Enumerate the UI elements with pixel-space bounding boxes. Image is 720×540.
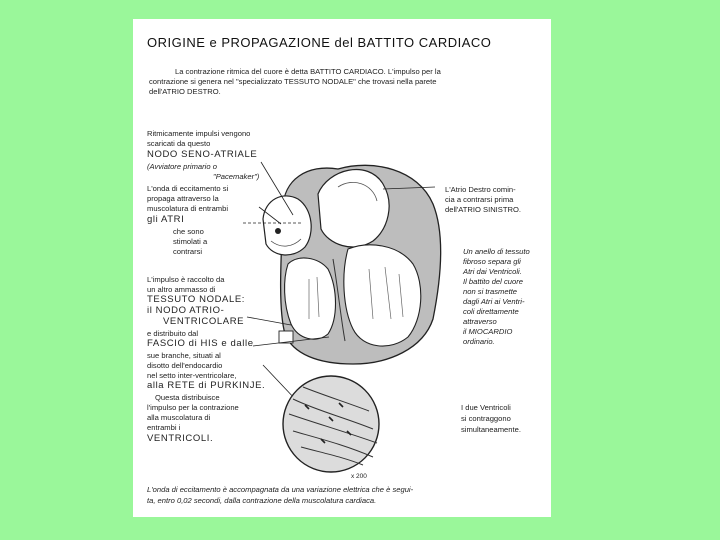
right-text-2-line-10: ordinario. bbox=[463, 337, 495, 346]
right-text-3-line-1: I due Ventricoli bbox=[461, 403, 511, 412]
left-text-2-line-2: propaga attraverso la bbox=[147, 194, 219, 203]
left-text-1-line-5: "Pacemaker") bbox=[213, 172, 260, 181]
document-sheet bbox=[133, 19, 551, 517]
left-text-1-line-4: (Avviatore primario o bbox=[147, 162, 217, 171]
left-text-3-line-8: sue branche, situati al bbox=[147, 351, 221, 360]
left-text-3-line-5: VENTRICOLARE bbox=[163, 316, 245, 327]
page-title: ORIGINE e PROPAGAZIONE del BATTITO CARDIACO bbox=[147, 35, 492, 50]
right-text-2-line-4: Il battito del cuore bbox=[463, 277, 523, 286]
left-text-1-line-2: scaricati da questo bbox=[147, 139, 211, 148]
right-text-2-line-8: attraverso bbox=[463, 317, 497, 326]
right-text-2-line-5: non si trasmette bbox=[463, 287, 518, 296]
right-text-1-line-1: L'Atrio Destro comin- bbox=[445, 185, 516, 194]
right-text-1-line-2: cia a contrarsi prima bbox=[445, 195, 514, 204]
right-ventricle bbox=[285, 258, 336, 339]
right-text-1-line-3: dell'ATRIO SINISTRO. bbox=[445, 205, 521, 214]
left-text-3-line-7: FASCIO di HIS e dalle bbox=[147, 338, 254, 349]
left-text-2-line-6: stimolati a bbox=[173, 237, 208, 246]
magnification-label: x 200 bbox=[351, 473, 367, 480]
right-text-2-line-9: il MIOCARDIO bbox=[463, 327, 513, 336]
intro-line-3: dell'ATRIO DESTRO. bbox=[149, 87, 221, 96]
left-text-2-line-1: L'onda di eccitamento si bbox=[147, 184, 229, 193]
left-text-3-line-9: disotto dell'endocardio bbox=[147, 361, 223, 370]
right-text-2-line-3: Atri dai Ventricoli. bbox=[463, 267, 522, 276]
left-text-3-line-6: e distribuito dal bbox=[147, 329, 199, 338]
left-text-3-line-4: il NODO ATRIO- bbox=[147, 305, 225, 316]
left-text-3-line-12: Questa distribuisce bbox=[155, 393, 220, 402]
sa-node-dot bbox=[275, 228, 281, 234]
footer-line-2: ta, entro 0,02 secondi, dalla contrazione della muscolatura cardiaca. bbox=[147, 496, 377, 505]
left-text-2-line-7: contrarsi bbox=[173, 247, 203, 256]
right-text-3-line-3: simultaneamente. bbox=[461, 425, 521, 434]
left-text-3-line-13: l'impulso per la contrazione bbox=[147, 403, 239, 412]
left-atrium bbox=[318, 170, 389, 247]
left-text-3-line-16: VENTRICOLI. bbox=[147, 433, 214, 444]
left-text-1-line-3: NODO SENO-ATRIALE bbox=[147, 149, 258, 160]
left-text-3-line-15: entrambi i bbox=[147, 423, 181, 432]
left-text-3-line-14: alla muscolatura di bbox=[147, 413, 211, 422]
right-text-3-line-2: si contraggono bbox=[461, 414, 511, 423]
intro-line-2: contrazione si genera nel "specializzato TESSUTO NODALE" che trovasi nella parete bbox=[149, 77, 437, 86]
left-text-2-line-4: gli ATRI bbox=[147, 214, 185, 225]
left-ventricle bbox=[344, 245, 421, 346]
footer-line-1: L'onda di eccitamento è accompagnata da una variazione elettrica che è segui- bbox=[147, 485, 414, 494]
right-text-2-line-7: coli direttamente bbox=[463, 307, 519, 316]
left-text-3-line-3: TESSUTO NODALE: bbox=[147, 294, 246, 305]
left-text-3-line-11: alla RETE di PURKINJE. bbox=[147, 380, 266, 391]
left-text-2-line-3: muscolatura di entrambi bbox=[147, 204, 229, 213]
right-text-2-line-1: Un anello di tessuto bbox=[463, 247, 530, 256]
intro-line-1: La contrazione ritmica del cuore è detta BATTITO CARDIACO. L'impulso per la bbox=[175, 67, 441, 76]
right-text-2-line-6: dagli Atri ai Ventri- bbox=[463, 297, 525, 306]
left-text-3-line-2: un altro ammasso di bbox=[147, 285, 216, 294]
left-text-3-line-10: nel setto inter-ventricolare, bbox=[147, 371, 237, 380]
right-text-2-line-2: fibroso separa gli bbox=[463, 257, 521, 266]
left-text-1-line-1: Ritmicamente impulsi vengono bbox=[147, 129, 251, 138]
left-text-2-line-5: che sono bbox=[173, 227, 204, 236]
micrograph-circle bbox=[283, 376, 379, 472]
left-text-3-line-1: L'impulso è raccolto da bbox=[147, 275, 225, 284]
